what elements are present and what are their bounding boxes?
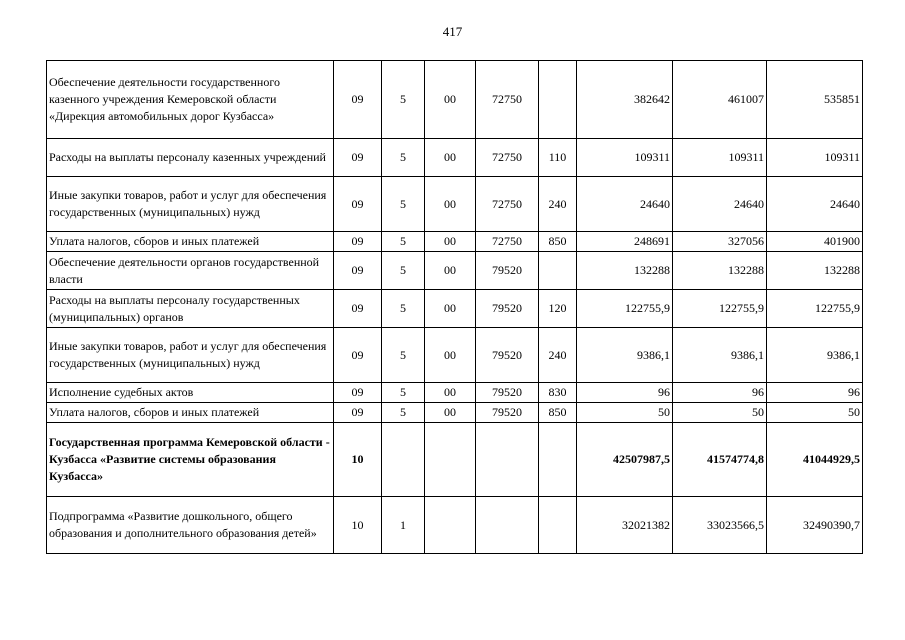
row-name: Расходы на выплаты персоналу казенных учреждений [47, 139, 334, 177]
row-expense-type: 240 [539, 177, 577, 232]
row-year2: 9386,1 [673, 328, 767, 383]
row-subsection: 1 [382, 497, 425, 554]
table-row [47, 139, 863, 177]
row-program: 00 [425, 328, 476, 383]
row-year2: 109311 [673, 139, 767, 177]
table-row [47, 497, 863, 554]
row-year3: 50 [767, 403, 863, 423]
row-year2: 461007 [673, 61, 767, 139]
row-year2: 33023566,5 [673, 497, 767, 554]
row-subsection: 5 [382, 177, 425, 232]
row-program [425, 423, 476, 497]
row-subsection: 5 [382, 328, 425, 383]
row-program: 00 [425, 177, 476, 232]
row-year3: 535851 [767, 61, 863, 139]
row-direction: 72750 [476, 232, 539, 252]
row-year3: 32490390,7 [767, 497, 863, 554]
row-direction: 72750 [476, 177, 539, 232]
row-expense-type [539, 497, 577, 554]
row-direction: 72750 [476, 61, 539, 139]
row-expense-type: 830 [539, 383, 577, 403]
row-year1: 32021382 [577, 497, 673, 554]
row-program: 00 [425, 403, 476, 423]
row-section: 09 [334, 328, 382, 383]
row-name: Обеспечение деятельности государственного казенного учреждения Кемеровской области «Дирекция автомобильных дорог Кузбасса» [47, 61, 334, 139]
row-subsection: 5 [382, 139, 425, 177]
row-name: Обеспечение деятельности органов государственной власти [47, 252, 334, 290]
row-year1: 132288 [577, 252, 673, 290]
row-year3: 41044929,5 [767, 423, 863, 497]
page-number: 417 [442, 24, 463, 39]
row-name: Государственная программа Кемеровской области - Кузбасса «Развитие системы образования Кузбасса» [47, 423, 334, 497]
row-section: 09 [334, 252, 382, 290]
row-expense-type [539, 252, 577, 290]
row-year1: 109311 [577, 139, 673, 177]
row-program: 00 [425, 61, 476, 139]
row-section: 10 [334, 497, 382, 554]
row-year1: 96 [577, 383, 673, 403]
row-direction: 79520 [476, 290, 539, 328]
row-name: Уплата налогов, сборов и иных платежей [47, 403, 334, 423]
row-year3: 96 [767, 383, 863, 403]
row-year1: 382642 [577, 61, 673, 139]
row-year1: 42507987,5 [577, 423, 673, 497]
row-expense-type: 240 [539, 328, 577, 383]
row-name: Иные закупки товаров, работ и услуг для обеспечения государственных (муниципальных) нужд [47, 328, 334, 383]
row-year3: 9386,1 [767, 328, 863, 383]
row-year2: 41574774,8 [673, 423, 767, 497]
row-section: 09 [334, 139, 382, 177]
table-row [47, 232, 863, 252]
row-section: 09 [334, 232, 382, 252]
row-direction [476, 497, 539, 554]
row-program: 00 [425, 290, 476, 328]
row-section: 09 [334, 383, 382, 403]
row-direction: 79520 [476, 252, 539, 290]
row-direction: 79520 [476, 403, 539, 423]
row-program: 00 [425, 139, 476, 177]
table-row [47, 252, 863, 290]
row-subsection: 5 [382, 61, 425, 139]
table-body [47, 61, 863, 554]
row-year3: 109311 [767, 139, 863, 177]
row-year2: 96 [673, 383, 767, 403]
row-year2: 327056 [673, 232, 767, 252]
row-direction: 72750 [476, 139, 539, 177]
row-year1: 9386,1 [577, 328, 673, 383]
row-expense-type [539, 61, 577, 139]
row-year2: 122755,9 [673, 290, 767, 328]
row-year3: 122755,9 [767, 290, 863, 328]
row-subsection: 5 [382, 403, 425, 423]
row-name: Расходы на выплаты персоналу государственных (муниципальных) органов [47, 290, 334, 328]
row-direction: 79520 [476, 383, 539, 403]
table-row [47, 177, 863, 232]
row-section: 09 [334, 290, 382, 328]
row-name: Исполнение судебных актов [47, 383, 334, 403]
row-expense-type: 120 [539, 290, 577, 328]
row-year3: 132288 [767, 252, 863, 290]
row-year2: 50 [673, 403, 767, 423]
row-year2: 132288 [673, 252, 767, 290]
table-row [47, 403, 863, 423]
table-row [47, 383, 863, 403]
table-row [47, 290, 863, 328]
row-section: 10 [334, 423, 382, 497]
row-expense-type: 850 [539, 403, 577, 423]
row-year1: 122755,9 [577, 290, 673, 328]
row-year3: 401900 [767, 232, 863, 252]
row-year1: 24640 [577, 177, 673, 232]
row-subsection: 5 [382, 252, 425, 290]
row-direction [476, 423, 539, 497]
row-subsection: 5 [382, 383, 425, 403]
row-program [425, 497, 476, 554]
row-program: 00 [425, 252, 476, 290]
row-year1: 248691 [577, 232, 673, 252]
row-year2: 24640 [673, 177, 767, 232]
table-row [47, 423, 863, 497]
row-section: 09 [334, 403, 382, 423]
row-direction: 79520 [476, 328, 539, 383]
row-name: Иные закупки товаров, работ и услуг для обеспечения государственных (муниципальных) нужд [47, 177, 334, 232]
row-subsection: 5 [382, 232, 425, 252]
row-expense-type: 850 [539, 232, 577, 252]
table-row [47, 61, 863, 139]
row-subsection [382, 423, 425, 497]
table-row [47, 328, 863, 383]
row-section: 09 [334, 177, 382, 232]
row-expense-type: 110 [539, 139, 577, 177]
row-program: 00 [425, 232, 476, 252]
row-year1: 50 [577, 403, 673, 423]
row-name: Подпрограмма «Развитие дошкольного, общего образования и дополнительного образования детей» [47, 497, 334, 554]
row-section: 09 [334, 61, 382, 139]
row-year3: 24640 [767, 177, 863, 232]
row-name: Уплата налогов, сборов и иных платежей [47, 232, 334, 252]
budget-table [46, 60, 863, 554]
row-program: 00 [425, 383, 476, 403]
row-subsection: 5 [382, 290, 425, 328]
row-expense-type [539, 423, 577, 497]
